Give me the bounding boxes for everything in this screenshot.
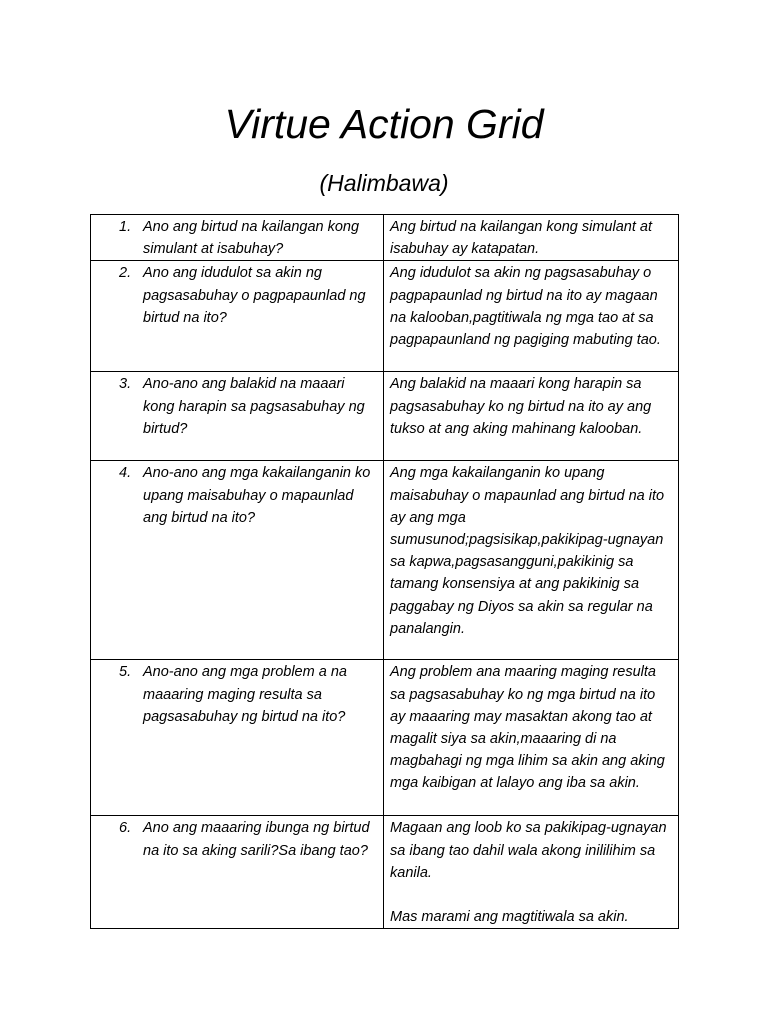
answer-cell [384, 660, 679, 816]
table-row [91, 215, 679, 261]
question-number: 2. [119, 265, 132, 282]
table-row [91, 261, 679, 372]
virtue-action-grid-table [90, 214, 679, 929]
question-cell [91, 816, 384, 929]
question-number: 1. [119, 219, 132, 235]
question-cell [91, 660, 384, 816]
table-row [91, 461, 679, 660]
answer-text: Mas marami ang magtitiwala sa akin. [390, 909, 629, 926]
question-text: Ano-ano ang mga problem a na maaaring maging resulta sa pagsasabuhay ng birtud na ito? [143, 664, 347, 725]
question-cell [91, 215, 384, 261]
table-row [91, 660, 679, 816]
table-row [91, 816, 679, 929]
answer-text: Ang idudulot sa akin ng pagsasabuhay o pagpapaunlad ng birtud na ito ay magaan na kalooban,pagtitiwala ng mga tao at sa pagpapaunland ng pagiging mabuting tao. [390, 265, 661, 349]
question-text: Ano ang birtud na kailangan kong simulant at isabuhay? [143, 219, 360, 258]
answer-text: Ang birtud na kailangan kong simulant at isabuhay ay katapatan. [390, 219, 652, 258]
answer-text: Magaan ang loob ko sa pakikipag-ugnayan sa ibang tao dahil wala akong inililihim sa kanila. [390, 820, 667, 881]
question-number: 5. [119, 664, 132, 681]
answer-text: Ang mga kakailanganin ko upang maisabuhay o mapaunlad ang birtud na ito ay ang mga sumusunod;pagsisikap,pakikipag-ugnayan sa kapwa,pagsasangguni,pakikinig sa tamang konsensiya at ang pakikinig sa paggabay ng Diyos sa akin sa regular na panalangin. [390, 465, 665, 637]
question-text: Ano ang maaaring ibunga ng birtud na ito sa aking sarili?Sa ibang tao? [143, 820, 370, 859]
answer-cell [384, 261, 679, 372]
answer-cell [384, 215, 679, 261]
question-cell [91, 372, 384, 461]
table-row [91, 372, 679, 461]
answer-cell [384, 461, 679, 660]
page-subtitle: (Halimbawa) [319, 170, 449, 196]
answer-cell [384, 372, 679, 461]
question-number: 3. [119, 376, 132, 393]
page-title: Virtue Action Grid [224, 101, 544, 147]
question-cell [91, 261, 384, 372]
question-number: 4. [119, 465, 132, 482]
answer-cell [384, 816, 679, 929]
question-text: Ano-ano ang mga kakailanganin ko upang maisabuhay o mapaunlad ang birtud na ito? [143, 465, 371, 526]
answer-text: Ang balakid na maaari kong harapin sa pagsasabuhay ko ng birtud na ito ay ang tukso at ang aking mahinang kalooban. [390, 376, 652, 437]
question-cell [91, 461, 384, 660]
question-number: 6. [119, 820, 132, 837]
question-text: Ano-ano ang balakid na maaari kong harapin sa pagsasabuhay ng birtud? [143, 376, 365, 437]
question-text: Ano ang idudulot sa akin ng pagsasabuhay o pagpapaunlad ng birtud na ito? [143, 265, 366, 326]
answer-text: Ang problem ana maaring maging resulta sa pagsasabuhay ko ng mga birtud na ito ay maaaring may masaktan akong tao at magalit siya sa akin,maaaring di na magbahagi ng mga lihim sa akin ang aking mga kaibigan at lalayo ang iba sa akin. [390, 664, 665, 792]
